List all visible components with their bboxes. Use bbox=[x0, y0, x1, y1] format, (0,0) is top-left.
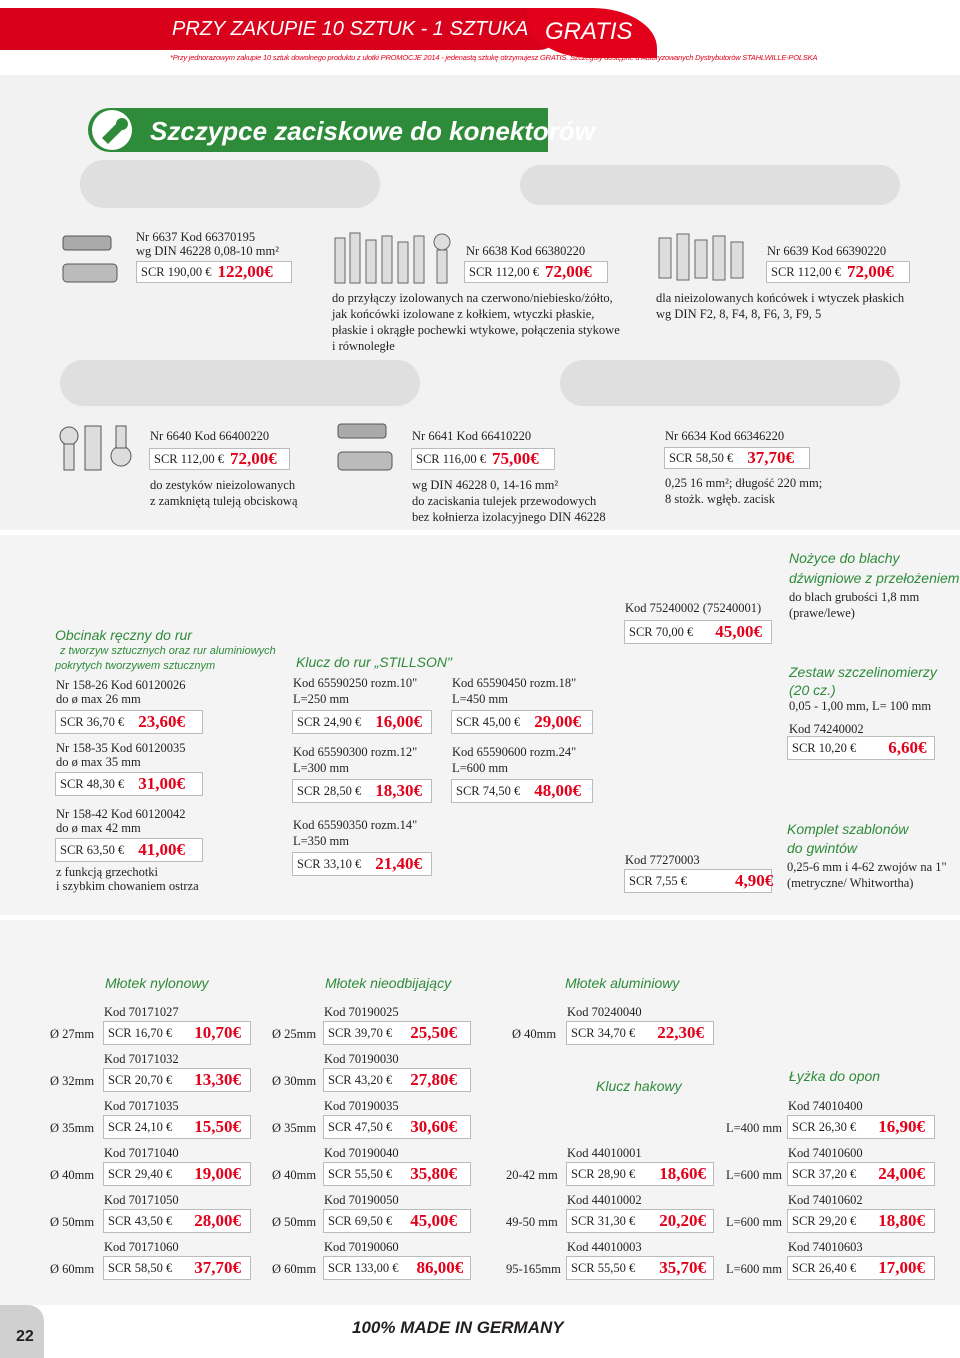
product-6640-price bbox=[149, 448, 290, 470]
alu-hammer-price bbox=[566, 1021, 714, 1045]
scr-price: SCR 26,30 € bbox=[792, 1119, 857, 1134]
item-kod: Kod 70190040 bbox=[324, 1146, 399, 1160]
product-6639-desc: wg DIN F2, 8, F4, 8, F6, 3, F9, 5 bbox=[656, 307, 822, 321]
alu-hammer-diameter: Ø 40mm bbox=[512, 1027, 557, 1041]
product-6638-desc: jak końcówki izolowane z kołkiem, wtyczki płaskie, bbox=[332, 307, 595, 321]
promo-price: 23,60€ bbox=[138, 712, 186, 731]
shears-desc: do blach grubości 1,8 mm bbox=[789, 590, 920, 604]
page-number: 22 bbox=[16, 1328, 34, 1345]
item-price bbox=[787, 1256, 935, 1280]
thread-gauge-title: Komplet szablonów bbox=[787, 821, 909, 837]
stillson-price bbox=[451, 710, 593, 734]
item-kod: Kod 70171060 bbox=[104, 1240, 179, 1254]
ferrule-image bbox=[55, 230, 125, 290]
scr-price: SCR 70,00 € bbox=[629, 624, 694, 639]
item-size: L=600 mm bbox=[726, 1168, 783, 1182]
promo-price: 25,50€ bbox=[410, 1023, 458, 1042]
item-size: L=400 mm bbox=[726, 1121, 783, 1135]
scr-price: SCR 39,70 € bbox=[328, 1025, 393, 1040]
stillson-kod: Kod 65590350 rozm.14" bbox=[293, 818, 418, 832]
promo-price: 29,00€ bbox=[534, 712, 582, 731]
product-6638-nr: Nr 6638 Kod 66380220 bbox=[466, 244, 586, 258]
item-size: Ø 60mm bbox=[272, 1262, 317, 1276]
pipe-cutter-max: do ø max 26 mm bbox=[56, 692, 141, 706]
scr-price: SCR 58,50 € bbox=[669, 450, 734, 465]
pipe-cutter-title: Obcinak ręczny do rur bbox=[55, 627, 192, 643]
thread-gauge-desc: (metryczne/ Whitwortha) bbox=[787, 876, 914, 890]
scr-price: SCR 112,00 € bbox=[469, 264, 540, 279]
pipe-cutter-price bbox=[55, 710, 203, 734]
promo-price: 18,60€ bbox=[659, 1164, 707, 1183]
item-price bbox=[323, 1256, 471, 1280]
scr-price: SCR 43,20 € bbox=[328, 1072, 393, 1087]
lugs-image bbox=[55, 420, 135, 475]
item-size: L=600 mm bbox=[726, 1262, 783, 1276]
item-price bbox=[787, 1162, 935, 1186]
scr-price: SCR 20,70 € bbox=[108, 1072, 173, 1087]
scr-price: SCR 29,20 € bbox=[792, 1213, 857, 1228]
promo-price: 19,00€ bbox=[194, 1164, 242, 1183]
scr-price: SCR 116,00 € bbox=[416, 451, 487, 466]
product-6637-price bbox=[136, 261, 292, 283]
item-size: L=600 mm bbox=[726, 1215, 783, 1229]
item-price bbox=[566, 1209, 714, 1233]
alu-hammer-title: Młotek aluminiowy bbox=[565, 975, 680, 991]
pipe-cutter-nr: Nr 158-26 Kod 60120026 bbox=[56, 678, 186, 692]
scr-price: SCR 10,20 € bbox=[792, 740, 857, 755]
promo-price: 75,00€ bbox=[492, 449, 539, 468]
item-size: Ø 27mm bbox=[50, 1027, 95, 1041]
item-kod: Kod 74010603 bbox=[788, 1240, 863, 1254]
item-size: Ø 40mm bbox=[50, 1168, 95, 1182]
product-6637-din: wg DIN 46228 0,08-10 mm² bbox=[136, 244, 279, 258]
feeler-kod: Kod 74240002 bbox=[789, 722, 864, 736]
feeler-title: Zestaw szczelinomierzy bbox=[789, 664, 937, 680]
item-price bbox=[103, 1162, 251, 1186]
pliers-silhouette bbox=[520, 165, 900, 205]
scr-price: SCR 133,00 € bbox=[328, 1260, 399, 1275]
feeler-title: (20 cz.) bbox=[789, 682, 836, 698]
banner-title: PRZY ZAKUPIE 10 SZTUK - 1 SZTUKA bbox=[172, 18, 529, 40]
scr-price: SCR 28,50 € bbox=[297, 783, 362, 798]
item-kod: Kod 70171035 bbox=[104, 1099, 179, 1113]
pipe-cutter-nr: Nr 158-42 Kod 60120042 bbox=[56, 807, 186, 821]
stillson-kod: Kod 65590600 rozm.24" bbox=[452, 745, 577, 759]
scr-price: SCR 26,40 € bbox=[792, 1260, 857, 1275]
promo-price: 15,50€ bbox=[194, 1117, 242, 1136]
product-6638-desc: i równoległe bbox=[332, 339, 395, 353]
shears-title: dźwigniowe z przełożeniem bbox=[789, 570, 960, 586]
thread-gauge-kod: Kod 77270003 bbox=[625, 853, 700, 867]
scr-price: SCR 31,30 € bbox=[571, 1213, 636, 1228]
promo-price: 13,30€ bbox=[194, 1070, 242, 1089]
connectors-image bbox=[330, 228, 455, 288]
promo-price: 45,00€ bbox=[715, 622, 763, 641]
thread-gauge-title: do gwintów bbox=[787, 840, 858, 856]
pipe-cutter-sub: pokrytych tworzywem sztucznym bbox=[55, 660, 216, 672]
promo-price: 35,80€ bbox=[410, 1164, 458, 1183]
product-6639-price bbox=[766, 261, 910, 283]
promo-price: 17,00€ bbox=[878, 1258, 926, 1277]
item-kod: Kod 44010002 bbox=[567, 1193, 642, 1207]
item-price bbox=[323, 1162, 471, 1186]
item-size: Ø 50mm bbox=[272, 1215, 317, 1229]
stillson-kod: Kod 65590450 rozm.18" bbox=[452, 676, 577, 690]
promo-price: 18,30€ bbox=[375, 781, 423, 800]
product-6638-desc: do przyłączy izolowanych na czerwono/niebiesko/żółto, bbox=[332, 291, 613, 305]
feeler-price bbox=[787, 736, 935, 760]
product-6638-desc: płaskie i okrągłe pochewki wtykowe, połączenia stykowe bbox=[332, 323, 620, 337]
promo-price: 28,00€ bbox=[194, 1211, 242, 1230]
nylon-hammer-title: Młotek nylonowy bbox=[105, 975, 209, 991]
promo-price: 16,00€ bbox=[375, 712, 423, 731]
scr-price: SCR 58,50 € bbox=[108, 1260, 173, 1275]
stillson-length: L=450 mm bbox=[452, 692, 509, 706]
scr-price: SCR 47,50 € bbox=[328, 1119, 393, 1134]
product-6638-price bbox=[464, 261, 608, 283]
promo-price: 16,90€ bbox=[878, 1117, 926, 1136]
hook-wrench-title: Klucz hakowy bbox=[596, 1078, 682, 1094]
shears-desc: (prawe/lewe) bbox=[789, 606, 855, 620]
scr-price: SCR 37,20 € bbox=[792, 1166, 857, 1181]
scr-price: SCR 63,50 € bbox=[60, 842, 125, 857]
promo-price: 22,30€ bbox=[657, 1023, 705, 1042]
promo-price: 37,70€ bbox=[194, 1258, 242, 1277]
item-price bbox=[787, 1115, 935, 1139]
item-size: Ø 50mm bbox=[50, 1215, 95, 1229]
feeler-desc: 0,05 - 1,00 mm, L= 100 mm bbox=[789, 699, 932, 713]
item-price bbox=[103, 1209, 251, 1233]
item-price bbox=[103, 1115, 251, 1139]
pipe-cutter-price bbox=[55, 772, 203, 796]
item-kod: Kod 44010003 bbox=[567, 1240, 642, 1254]
scr-price: SCR 33,10 € bbox=[297, 856, 362, 871]
promo-price: 21,40€ bbox=[375, 854, 423, 873]
item-size: 20-42 mm bbox=[506, 1168, 558, 1182]
promo-price: 86,00€ bbox=[416, 1258, 464, 1277]
scr-price: SCR 112,00 € bbox=[771, 264, 842, 279]
item-kod: Kod 70171027 bbox=[104, 1005, 179, 1019]
item-kod: Kod 70190030 bbox=[324, 1052, 399, 1066]
promo-price: 31,00€ bbox=[138, 774, 186, 793]
shears-kod: Kod 75240002 (75240001) bbox=[625, 601, 762, 615]
stillson-price bbox=[451, 779, 593, 803]
stillson-kod: Kod 65590300 rozm.12" bbox=[293, 745, 418, 759]
stillson-length: L=600 mm bbox=[452, 761, 509, 775]
promo-price: 27,80€ bbox=[410, 1070, 458, 1089]
stillson-kod: Kod 65590250 rozm.10" bbox=[293, 676, 418, 690]
item-price bbox=[323, 1209, 471, 1233]
scr-price: SCR 7,55 € bbox=[629, 873, 688, 888]
pipe-cutter-feature: z funkcją grzechotki bbox=[56, 865, 159, 879]
pipe-cutter-price bbox=[55, 838, 203, 862]
stillson-price bbox=[292, 710, 432, 734]
item-price bbox=[787, 1209, 935, 1233]
promo-price: 35,70€ bbox=[659, 1258, 707, 1277]
scr-price: SCR 190,00 € bbox=[141, 264, 212, 279]
made-in-germany: 100% MADE IN GERMANY bbox=[352, 1318, 564, 1337]
ferrule-image bbox=[330, 418, 400, 478]
scr-price: SCR 45,00 € bbox=[456, 714, 521, 729]
product-6640-desc: z zamkniętą tuleją obciskową bbox=[150, 494, 298, 508]
product-6639-desc: dla nieizolowanych końcówek i wtyczek płaskich bbox=[656, 291, 905, 305]
terminals-image bbox=[655, 230, 755, 285]
item-price bbox=[103, 1068, 251, 1092]
product-6641-desc: do zaciskania tulejek przewodowych bbox=[412, 494, 597, 508]
item-size: Ø 40mm bbox=[272, 1168, 317, 1182]
item-kod: Kod 70190025 bbox=[324, 1005, 399, 1019]
promo-price: 72,00€ bbox=[847, 262, 894, 281]
pipe-cutter-sub: z tworzyw sztucznych oraz rur aluminiowych bbox=[60, 645, 276, 657]
gratis-label: GRATIS bbox=[545, 18, 633, 45]
product-6640-nr: Nr 6640 Kod 66400220 bbox=[150, 429, 270, 443]
item-size: 95-165mm bbox=[506, 1262, 561, 1276]
stillson-length: L=350 mm bbox=[293, 834, 350, 848]
thread-gauge-desc: 0,25-6 mm i 4-62 zwojów na 1" bbox=[787, 860, 947, 874]
item-kod: Kod 70190035 bbox=[324, 1099, 399, 1113]
product-6641-desc: wg DIN 46228 0, 14-16 mm² bbox=[412, 478, 559, 492]
promo-price: 6,60€ bbox=[888, 738, 927, 757]
shears-title: Nożyce do blachy bbox=[789, 550, 900, 566]
item-price bbox=[566, 1162, 714, 1186]
promo-price: 37,70€ bbox=[747, 448, 795, 467]
product-6634-desc: 8 stożk. wgłęb. zacisk bbox=[665, 492, 776, 506]
item-kod: Kod 70171050 bbox=[104, 1193, 179, 1207]
scr-price: SCR 29,40 € bbox=[108, 1166, 173, 1181]
promo-price: 48,00€ bbox=[534, 781, 582, 800]
item-size: Ø 30mm bbox=[272, 1074, 317, 1088]
item-kod: Kod 70171032 bbox=[104, 1052, 179, 1066]
promo-price: 72,00€ bbox=[545, 262, 592, 281]
scr-price: SCR 24,10 € bbox=[108, 1119, 173, 1134]
stillson-length: L=300 mm bbox=[293, 761, 350, 775]
pipe-cutter-nr: Nr 158-35 Kod 60120035 bbox=[56, 741, 186, 755]
stillson-price bbox=[292, 779, 432, 803]
scr-price: SCR 69,50 € bbox=[328, 1213, 393, 1228]
promo-price: 45,00€ bbox=[410, 1211, 458, 1230]
item-size: Ø 35mm bbox=[50, 1121, 95, 1135]
pipe-cutter-max: do ø max 42 mm bbox=[56, 821, 141, 835]
item-kod: Kod 70190050 bbox=[324, 1193, 399, 1207]
pliers-silhouette bbox=[560, 360, 900, 406]
product-6641-price bbox=[411, 448, 555, 470]
gratis-asterisk: * bbox=[640, 14, 646, 30]
scr-price: SCR 48,30 € bbox=[60, 776, 125, 791]
pipe-cutter-max: do ø max 35 mm bbox=[56, 755, 141, 769]
promo-price: 18,80€ bbox=[878, 1211, 926, 1230]
item-kod: Kod 74010600 bbox=[788, 1146, 863, 1160]
item-price bbox=[103, 1021, 251, 1045]
product-6637-nr: Nr 6637 Kod 66370195 bbox=[136, 230, 256, 244]
item-kod: Kod 74010400 bbox=[788, 1099, 863, 1113]
item-price bbox=[323, 1068, 471, 1092]
pliers-silhouette bbox=[80, 160, 380, 208]
item-size: Ø 35mm bbox=[272, 1121, 317, 1135]
item-kod: Kod 74010602 bbox=[788, 1193, 863, 1207]
product-6639-nr: Nr 6639 Kod 66390220 bbox=[767, 244, 887, 258]
scr-price: SCR 24,90 € bbox=[297, 714, 362, 729]
product-6634-desc: 0,25 16 mm²; długość 220 mm; bbox=[665, 476, 823, 490]
scr-price: SCR 112,00 € bbox=[154, 451, 225, 466]
alu-hammer-kod: Kod 70240040 bbox=[567, 1005, 642, 1019]
item-price bbox=[566, 1256, 714, 1280]
promo-price: 20,20€ bbox=[659, 1211, 707, 1230]
item-size: Ø 32mm bbox=[50, 1074, 95, 1088]
stillson-price bbox=[292, 852, 432, 876]
promo-price: 4,90€ bbox=[735, 871, 774, 890]
product-6641-nr: Nr 6641 Kod 66410220 bbox=[412, 429, 532, 443]
scr-price: SCR 55,50 € bbox=[328, 1166, 393, 1181]
promo-price: 30,60€ bbox=[410, 1117, 458, 1136]
promo-price: 10,70€ bbox=[194, 1023, 242, 1042]
product-6634-price bbox=[664, 447, 810, 469]
tyre-lever-title: Łyżka do opon bbox=[789, 1068, 881, 1084]
item-price bbox=[323, 1115, 471, 1139]
scr-price: SCR 16,70 € bbox=[108, 1025, 173, 1040]
product-6641-desc: bez kołnierza izolacyjnego DIN 46228 bbox=[412, 510, 606, 524]
scr-price: SCR 34,70 € bbox=[571, 1025, 636, 1040]
promo-price: 24,00€ bbox=[878, 1164, 926, 1183]
item-kod: Kod 70190060 bbox=[324, 1240, 399, 1254]
shears-price bbox=[624, 620, 772, 644]
scr-price: SCR 74,50 € bbox=[456, 783, 521, 798]
scr-price: SCR 55,50 € bbox=[571, 1260, 636, 1275]
deadblow-hammer-title: Młotek nieodbijający bbox=[325, 975, 452, 991]
item-size: Ø 60mm bbox=[50, 1262, 95, 1276]
item-kod: Kod 44010001 bbox=[567, 1146, 642, 1160]
pliers-silhouette bbox=[60, 360, 420, 406]
item-size: 49-50 mm bbox=[506, 1215, 558, 1229]
item-size: Ø 25mm bbox=[272, 1027, 317, 1041]
thread-gauge-price bbox=[624, 869, 772, 893]
product-6640-desc: do zestyków nieizolowanych bbox=[150, 478, 296, 492]
scr-price: SCR 36,70 € bbox=[60, 714, 125, 729]
scr-price: SCR 43,50 € bbox=[108, 1213, 173, 1228]
stillson-length: L=250 mm bbox=[293, 692, 350, 706]
item-price bbox=[323, 1021, 471, 1045]
item-price bbox=[103, 1256, 251, 1280]
promo-note: *Przy jednorazowym zakupie 10 sztuk dowolnego produktu z ulotki PROMOCJE 2014 - jedenastą sztukę otrzymujesz GRATIS. Szczegóły dostępne u Autoryzowanych Dystrybutorów STAHLWILLE-POLSKA bbox=[170, 53, 818, 62]
item-kod: Kod 70171040 bbox=[104, 1146, 179, 1160]
stillson-title: Klucz do rur „STILLSON" bbox=[296, 654, 452, 670]
scr-price: SCR 28,90 € bbox=[571, 1166, 636, 1181]
promo-price: 72,00€ bbox=[230, 449, 277, 468]
pipe-cutter-feature: i szybkim chowaniem ostrza bbox=[56, 879, 199, 893]
product-6634-nr: Nr 6634 Kod 66346220 bbox=[665, 429, 785, 443]
promo-price: 122,00€ bbox=[217, 262, 273, 281]
section-title: Szczypce zaciskowe do konektorów bbox=[150, 116, 596, 146]
wrench-icon bbox=[92, 110, 132, 150]
promo-price: 41,00€ bbox=[138, 840, 186, 859]
